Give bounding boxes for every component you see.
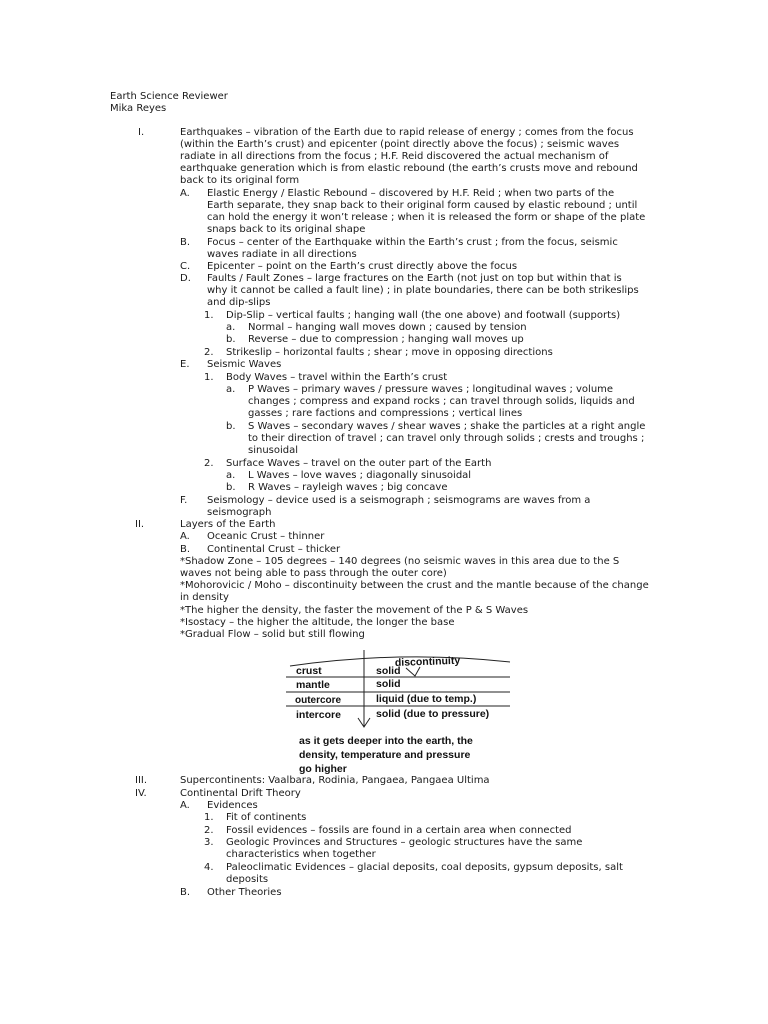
outline-text-line: Fit of continents (226, 812, 307, 823)
state-outercore: liquid (due to temp.) (376, 693, 477, 705)
state-intercore: solid (due to pressure) (376, 708, 490, 720)
outline-text-line: gasses ; rare factions and compressions ; vertical lines (248, 408, 523, 419)
outline-marker: A. (180, 800, 190, 811)
outline-text-line: Dip-Slip – vertical faults ; hanging wall (the one above) and footwall (supports) (226, 310, 621, 321)
outline-marker: D. (180, 273, 191, 284)
outline-text-line: Fossil evidences – fossils are found in a certain area when connected (226, 825, 572, 836)
outline-marker: a. (226, 322, 236, 333)
outline-text-line: Surface Waves – travel on the outer part of the Earth (226, 458, 492, 469)
outline-text-line: Strikeslip – horizontal faults ; shear ; move in opposing directions (226, 347, 553, 358)
outline-text-line: radiate in all directions from the focus ; H.F. Reid discovered the actual mechanism of (180, 151, 609, 162)
outline-text-line: why it cannot be called a fault line) ; in plate boundaries, there can be both strikeslips (207, 285, 639, 296)
outline-text-line: earthquake generation which is from elastic rebound (the earth’s crusts move and rebound (180, 163, 638, 174)
outline-text-line: (within the Earth’s crust) and epicenter (point directly above the focus) ; seismic waves (180, 139, 620, 150)
outline-text-line: *Shadow Zone – 105 degrees – 140 degrees (no seismic waves in this area due to the S (180, 556, 620, 567)
outline-text-line: snaps back to its original shape (207, 224, 366, 235)
outline-text-line: Focus – center of the Earthquake within the Earth’s crust ; from the focus, seismic (207, 237, 618, 248)
outline-text-line: characteristics when together (226, 849, 376, 860)
outline-text-line: Normal – hanging wall moves down ; caused by tension (248, 322, 527, 333)
outline-text-line: R Waves – rayleigh waves ; big concave (248, 482, 448, 493)
diagram-text (295, 655, 489, 775)
outline-text-line: *Gradual Flow – solid but still flowing (180, 629, 365, 640)
outline-text-line: Elastic Energy / Elastic Rebound – discovered by H.F. Reid ; when two parts of the (207, 188, 615, 199)
outline-marker: a. (226, 384, 236, 395)
outline-text-line: *Isostacy – the higher the altitude, the longer the base (180, 617, 455, 628)
caption-line-3: go higher (299, 763, 347, 775)
outline-text-line: Continental Drift Theory (180, 788, 301, 799)
outline-marker: 2. (204, 347, 214, 358)
outline-text-line: Epicenter – point on the Earth’s crust directly above the focus (207, 261, 518, 272)
outline-marker: 1. (204, 310, 214, 321)
outline-text-line: in density (180, 592, 229, 603)
outline-text-line: Seismic Waves (207, 359, 282, 370)
outline-text-line: L Waves – love waves ; diagonally sinusoidal (248, 470, 472, 481)
outline-marker: 3. (204, 837, 214, 848)
layer-outercore: outercore (295, 695, 342, 706)
outline-marker: 1. (204, 812, 214, 823)
outline-text-line: waves radiate in all directions (207, 249, 357, 260)
outline-text-line: Supercontinents: Vaalbara, Rodinia, Pangaea, Pangaea Ultima (180, 775, 490, 786)
outline-text-line: back to its original form (180, 175, 300, 186)
outline-text-line: Seismology – device used is a seismograph ; seismograms are waves from a (207, 495, 591, 506)
outline-text-line: *Mohorovicic / Moho – discontinuity between the crust and the mantle because of the change (180, 580, 649, 591)
outline-marker: III. (135, 775, 148, 786)
state-mantle: solid (376, 678, 401, 690)
layer-mantle: mantle (296, 679, 330, 691)
outline-marker: A. (180, 531, 190, 542)
outline-marker: B. (180, 544, 191, 555)
outline-text-line: to their direction of travel ; can travel only through solids ; crests and troughs ; (248, 433, 645, 444)
outline-text-line: Oceanic Crust – thinner (207, 531, 325, 542)
outline-marker: I. (138, 127, 145, 138)
outline-marker: A. (180, 188, 190, 199)
outline-text-line: P Waves – primary waves / pressure waves ; longitudinal waves ; volume (248, 384, 614, 395)
outline-marker: a. (226, 470, 236, 481)
outline-marker: 1. (204, 372, 214, 383)
outline-text-line: Earthquakes – vibration of the Earth due to rapid release of energy ; comes from the focus (180, 127, 634, 138)
outline-marker: b. (226, 421, 236, 432)
outline-marker: 2. (204, 458, 214, 469)
outline-marker: II. (135, 519, 145, 530)
outline-text-line: Reverse – due to compression ; hanging wall moves up (248, 334, 524, 345)
outline-text-line: Continental Crust – thicker (207, 544, 341, 555)
outline-text-line: S Waves – secondary waves / shear waves ; shake the particles at a right angle (248, 421, 646, 432)
earth-layers-diagram (282, 646, 512, 778)
outline-text-line: waves not being able to pass through the outer core) (180, 568, 447, 579)
layer-crust: crust (296, 665, 322, 677)
outline-marker: 2. (204, 825, 214, 836)
outline-marker: E. (180, 359, 190, 370)
outline-text-line: Layers of the Earth (180, 519, 276, 530)
outline-text-line: sinusoidal (248, 445, 299, 456)
outline-text-line: Earth separate, they snap back to their original form caused by elastic rebound ; until (207, 200, 638, 211)
outline-marker: B. (180, 887, 191, 898)
outline-marker: C. (180, 261, 191, 272)
state-crust: solid (376, 665, 401, 677)
outline-text-line: can hold the energy it won’t release ; when it is released the form or shape of the plate (207, 212, 646, 223)
outline-marker: 4. (204, 862, 214, 873)
outline-text-line: and dip-slips (207, 297, 271, 308)
outline-text-line: *The higher the density, the faster the movement of the P & S Waves (180, 605, 529, 616)
outline-text-line: Faults / Fault Zones – large fractures on the Earth (not just on top but within that is (207, 273, 622, 284)
outline-text-line: Evidences (207, 800, 258, 811)
outline-marker: b. (226, 482, 236, 493)
outline-text-line: Other Theories (207, 887, 282, 898)
caption-line-1: as it gets deeper into the earth, the (299, 735, 473, 747)
outline-marker: F. (180, 495, 188, 506)
outline-marker: B. (180, 237, 191, 248)
page-title: Earth Science Reviewer (110, 91, 228, 102)
outline-text-line: changes ; compress and expand rocks ; can travel through solids, liquids and (248, 396, 635, 407)
outline-marker: b. (226, 334, 236, 345)
outline-text-line: Geologic Provinces and Structures – geologic structures have the same (226, 837, 583, 848)
outline-text-line: seismograph (207, 507, 272, 518)
outline-marker: IV. (135, 788, 147, 799)
caption-line-2: density, temperature and pressure (299, 749, 471, 761)
outline-text-line: Body Waves – travel within the Earth’s crust (226, 372, 448, 383)
outline-text-line: Paleoclimatic Evidences – glacial deposits, coal deposits, gypsum deposits, salt (226, 862, 623, 873)
outline-text-line: deposits (226, 874, 269, 885)
author-name: Mika Reyes (110, 103, 167, 114)
layer-intercore: intercore (296, 709, 341, 721)
discontinuity-label: discontinuity (394, 654, 461, 669)
